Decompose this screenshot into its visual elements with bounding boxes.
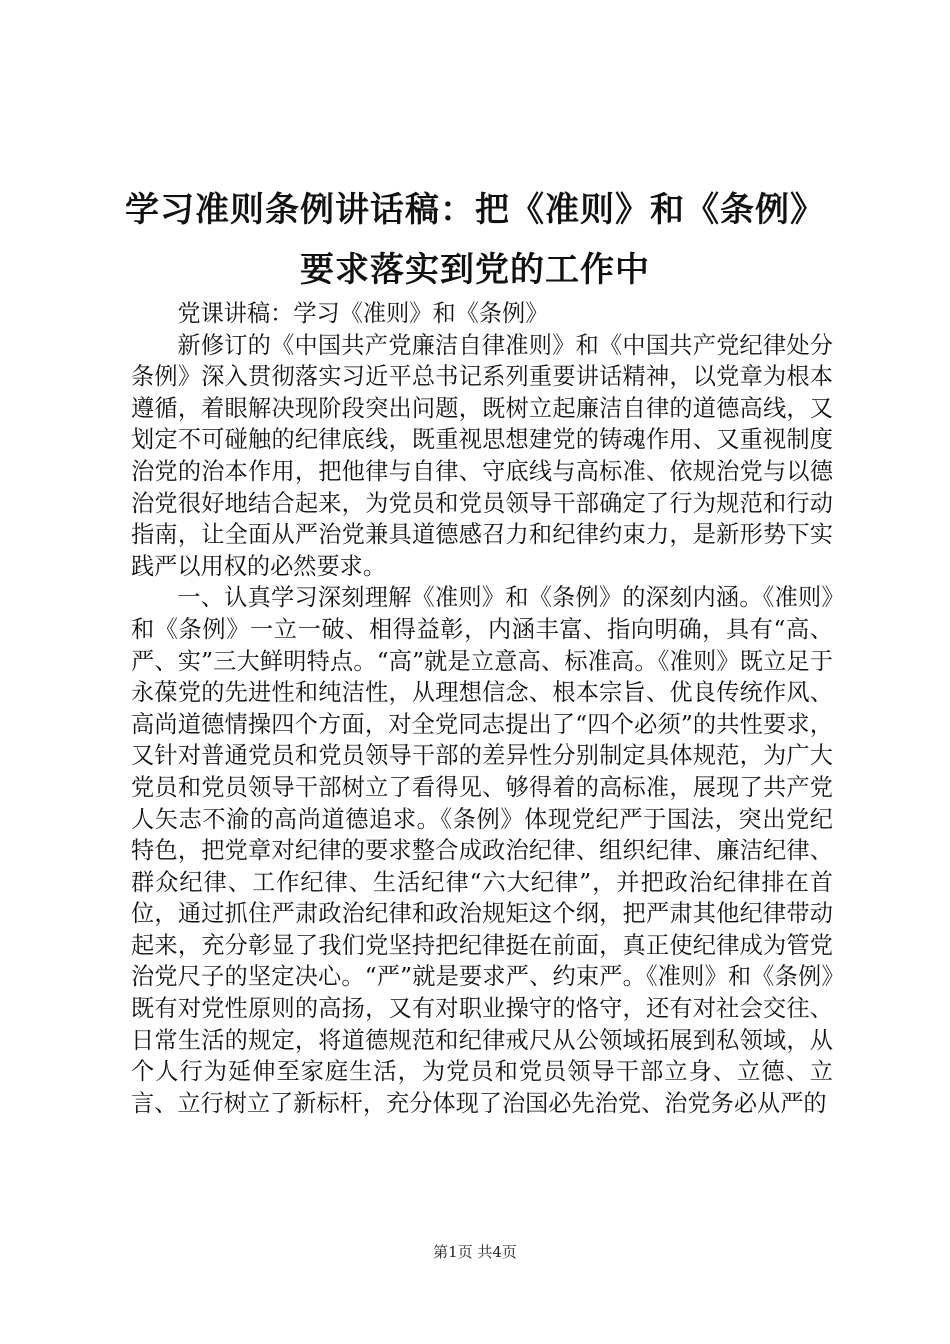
paragraph-subtitle: 党课讲稿：学习《准则》和《条例》 [177, 300, 549, 327]
paragraph: 新修订的《中国共产党廉洁自律准则》和《中国共产党纪律处分条例》深入贯彻落实习近平总书记系列重要讲话精神，以党章为根本遵循，着眼解决现阶段突出问题，既树立起廉洁自律的道德高线，又划定不可碰触的纪律底线，既重视思想建党的铸魂作用、又重视制度治党的治本作用，把他律与自律、守底线与高标准、依规治党与以德治党很好地结合起来，为党员和党员领导干部确定了行为规范和行动指南，让全面从严治党兼具道德感召力和纪律约束力，是新形势下实践严以用权的必然要求。 [131, 331, 833, 580]
page-footer: 第1页 共4页 [433, 1243, 517, 1261]
paragraph: 一、认真学习深刻理解《准则》和《条例》的深刻内涵。《准则》和《条例》一立一破、相得益彰，内涵丰富、指向明确，具有“高、严、实”三大鲜明特点。“高”就是立意高、标准高。《准则》既立足于永葆党的先进性和纯洁性，从理想信念、根本宗旨、优良传统作风、高尚道德情操四个方面，对全党同志提出了“四个必须”的共性要求，又针对普通党员和党员领导干部的差异性分别制定具体规范，为广大党员和党员领导干部树立了看得见、够得着的高标准，展现了共产党人矢志不渝的高尚道德追求。《条例》体现党纪严于国法，突出党纪特色，把党章对纪律的要求整合成政治纪律、组织纪律、廉洁纪律、群众纪律、工作纪律、生活纪律“六大纪律”，并把政治纪律排在首位，通过抓住严肃政治纪律和政治规矩这个纲，把严肃其他纪律带动起来，充分彰显了我们党坚持把纪律挺在前面，真正使纪律成为管党治党尺子的坚定决心。“严”就是要求严、约束严。《准则》和《条例》既有对党性原则的高扬，又有对职业操守的恪守，还有对社会交往、日常生活的规定，将道德规范和纪律戒尺从公领域拓展到私领域，从个人行为延伸至家庭生活，为党员和党员领导干部立身、立德、立言、立行树立了新标杆，充分体现了治国必先治党、治党务必从严的 [131, 584, 833, 1117]
document-body [131, 298, 833, 1119]
document-title-line-1: 学习准则条例讲话稿：把《准则》和《条例》 [125, 190, 825, 230]
document-title-line-2: 要求落实到党的工作中 [300, 250, 650, 290]
